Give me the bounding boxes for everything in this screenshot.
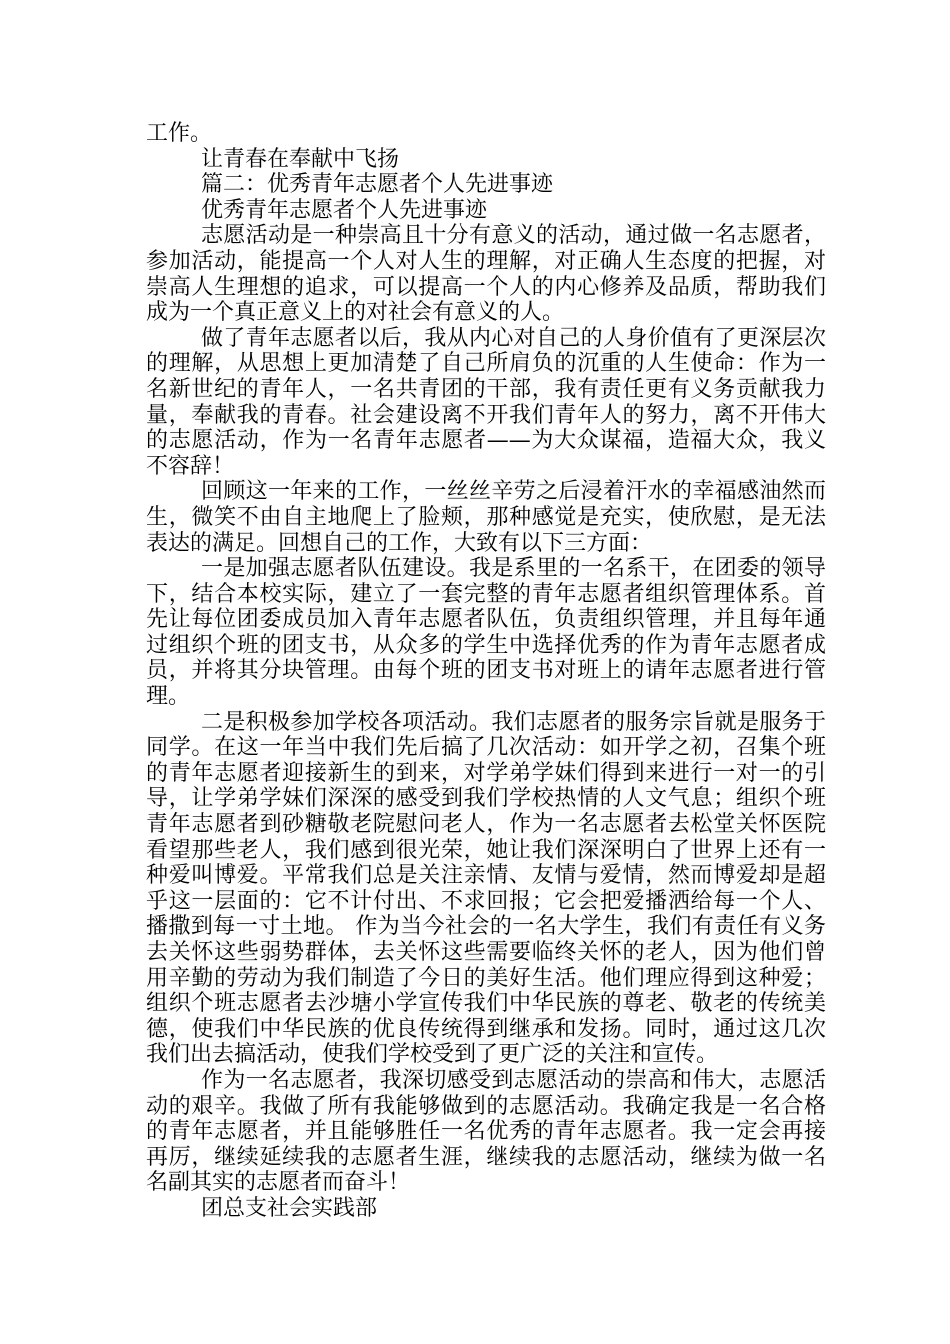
body-paragraph: 志愿活动是一种崇高且十分有意义的活动，通过做一名志愿者，参加活动，能提高一个人对人生的理解，对正确人生态度的把握，对崇高人生理想的追求，可以提高一个人的内心修养及品质，帮助我们成为一个真正意义上的对社会有意义的人。 [146,223,826,326]
body-paragraph: 做了青年志愿者以后，我从内心对自己的人身价值有了更深层次的理解，从思想上更加清楚了自己所肩负的沉重的人生使命：作为一名新世纪的青年人，一名共青团的干部，我有责任更有义务贡献我力量，奉献我的青春。社会建设离不开我们青年人的努力，离不开伟大的志愿活动，作为一名青年志愿者——为大众谋福，造福大众，我义不容辞！ [146,325,826,479]
chapter-heading: 篇二：优秀青年志愿者个人先进事迹 [201,172,554,198]
body-paragraph: 二是积极参加学校各项活动。我们志愿者的服务宗旨就是服务于同学。在这一年当中我们先后搞了几次活动：如开学之初，召集个班的青年志愿者迎接新生的到来，对学弟学妹们得到来进行一对一的引导，让学弟学妹们深深的感受到我们学校热情的人文气息；组织个班青年志愿者到砂糖敬老院慰问老人，作为一名志愿者去松堂关怀医院看望那些老人，我们感到很光荣，她让我们深深明白了世界上还有一种爱叫博爱。平常我们总是关注亲情、友情与爱情，然而博爱却是超乎这一层面的：它不计付出、不求回报；它会把爱播洒给每一个人、播撒到每一寸土地。 作为当今社会的一名大学生，我们有责任有义务去关怀这些弱势群体，去关怀这些需要临终关怀的老人，因为他们曾用辛勤的劳动为我们制造了今日的美好生活。他们理应得到这种爱；组织个班志愿者去沙塘小学宣传我们中华民族的尊老、敬老的传统美德，使我们中华民族的优良传统得到继承和发扬。同时，通过这几次我们出去搞活动，使我们学校受到了更广泛的关注和宣传。 [146,709,826,1068]
document-page [146,121,826,1222]
section-title: 让青春在奉献中飞扬 [201,146,400,172]
body-paragraph: 作为一名志愿者，我深切感受到志愿活动的崇高和伟大，志愿活动的艰辛。我做了所有我能够做到的志愿活动。我确定我是一名合格的青年志愿者，并且能够胜任一名优秀的青年志愿者。我一定会再接再厉，继续延续我的志愿者生涯，继续我的志愿活动，继续为做一名名副其实的志愿者而奋斗！ [146,1067,826,1196]
body-paragraph: 回顾这一年来的工作，一丝丝辛劳之后浸着汗水的幸福感油然而生，微笑不由自主地爬上了脸颊，那种感觉是充实，使欣慰，是无法表达的满足。回想自己的工作，大致有以下三方面： [146,479,826,556]
continuation-line: 工作。 [146,121,213,146]
signature-line: 团总支社会实践部 [201,1195,378,1221]
body-paragraph: 一是加强志愿者队伍建设。我是系里的一名系干，在团委的领导下，结合本校实际，建立了一套完整的青年志愿者组织管理体系。首先让每位团委成员加入青年志愿者队伍，负责组织管理，并且每年通过组织个班的团支书，从众多的学生中选择优秀的作为青年志愿者成员，并将其分块管理。由每个班的团支书对班上的请年志愿者进行管理。 [146,556,826,710]
article-title: 优秀青年志愿者个人先进事迹 [201,197,488,223]
